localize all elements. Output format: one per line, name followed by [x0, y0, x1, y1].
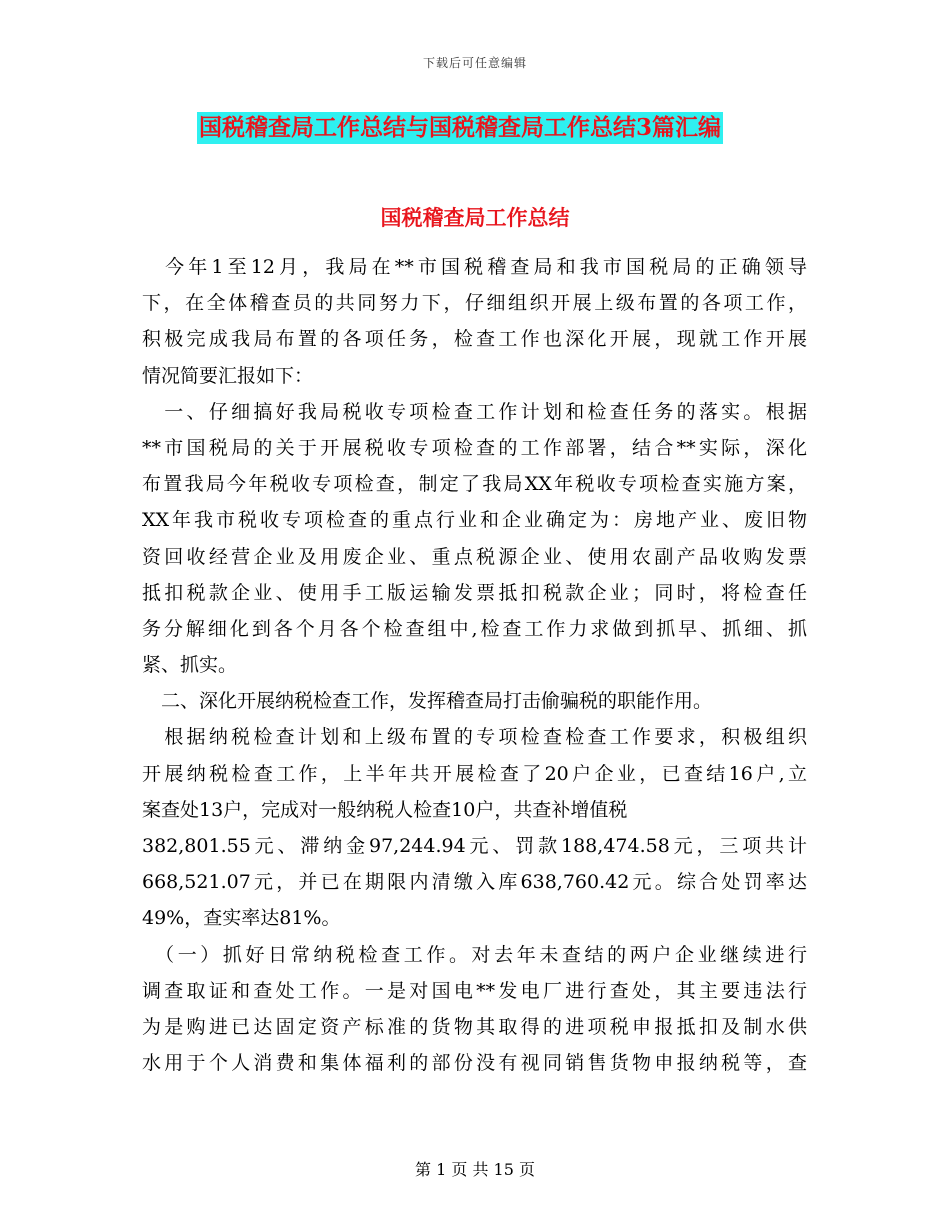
body-line: **市国税局的关于开展税收专项检查的工作部署，结合**实际，深化 — [142, 436, 807, 459]
document-title: 国税稽查局工作总结与国税稽查局工作总结3篇汇编 — [197, 112, 723, 144]
body-line: 382,801.55元、滞纳金97,244.94元、罚款188,474.58元，三项共计 — [142, 835, 807, 857]
body-line: 情况简要汇报如下： — [142, 364, 314, 387]
body-line: 资回收经营企业及用废企业、重点税源企业、使用农副产品收购发票 — [142, 545, 807, 568]
body-line: 积极完成我局布置的各项任务，检查工作也深化开展，现就工作开展 — [142, 328, 807, 351]
body-line: 务分解细化到各个月各个检查组中,检查工作力求做到抓早、抓细、抓 — [142, 617, 807, 640]
body-line: 一、仔细搞好我局税收专项检查工作计划和检查任务的落实。根据 — [142, 400, 807, 423]
body-line: XX年我市税收专项检查的重点行业和企业确定为：房地产业、废旧物 — [142, 509, 807, 532]
page-footer: 第 1 页 共 15 页 — [415, 1160, 535, 1179]
body-text — [142, 249, 807, 1081]
body-line: 49%，查实率达81%。 — [142, 907, 341, 930]
body-line: 为是购进已达固定资产标准的货物其取得的进项税申报抵扣及制水供 — [142, 1015, 807, 1038]
body-line: 下，在全体稽查员的共同努力下，仔细组织开展上级布置的各项工作， — [142, 292, 807, 315]
body-line: 紧、抓实。 — [142, 654, 238, 677]
body-line: 抵扣税款企业、使用手工版运输发票抵扣税款企业；同时，将检查任 — [142, 581, 807, 604]
body-line: 水用于个人消费和集体福利的部份没有视同销售货物申报纳税等，查 — [142, 1052, 807, 1075]
header-note: 下载后可任意编辑 — [422, 56, 527, 70]
body-line: 二、深化开展纳税检查工作，发挥稽查局打击偷骗税的职能作用。 — [142, 690, 713, 713]
body-line: 布置我局今年税收专项检查，制定了我局XX年税收专项检查实施方案， — [142, 473, 807, 496]
body-line: 开展纳税检查工作，上半年共开展检查了20户企业，已查结16户,立 — [142, 762, 807, 785]
section-title: 国税稽查局工作总结 — [380, 205, 570, 230]
body-line: 668,521.07元，并已在期限内清缴入库638,760.42元。综合处罚率达 — [142, 871, 807, 894]
body-line: （一）抓好日常纳税检查工作。对去年未查结的两户企业继续进行 — [142, 943, 807, 966]
body-line: 根据纳税检查计划和上级布置的专项检查检查工作要求，积极组织 — [142, 726, 807, 749]
body-line: 今年1至12月，我局在**市国税稽查局和我市国税局的正确领导 — [142, 256, 807, 278]
body-line: 调查取证和查处工作。一是对国电**发电厂进行查处，其主要违法行 — [142, 979, 807, 1002]
body-line: 案查处13户，完成对一般纳税人检查10户，共查补增值税 — [142, 798, 628, 821]
